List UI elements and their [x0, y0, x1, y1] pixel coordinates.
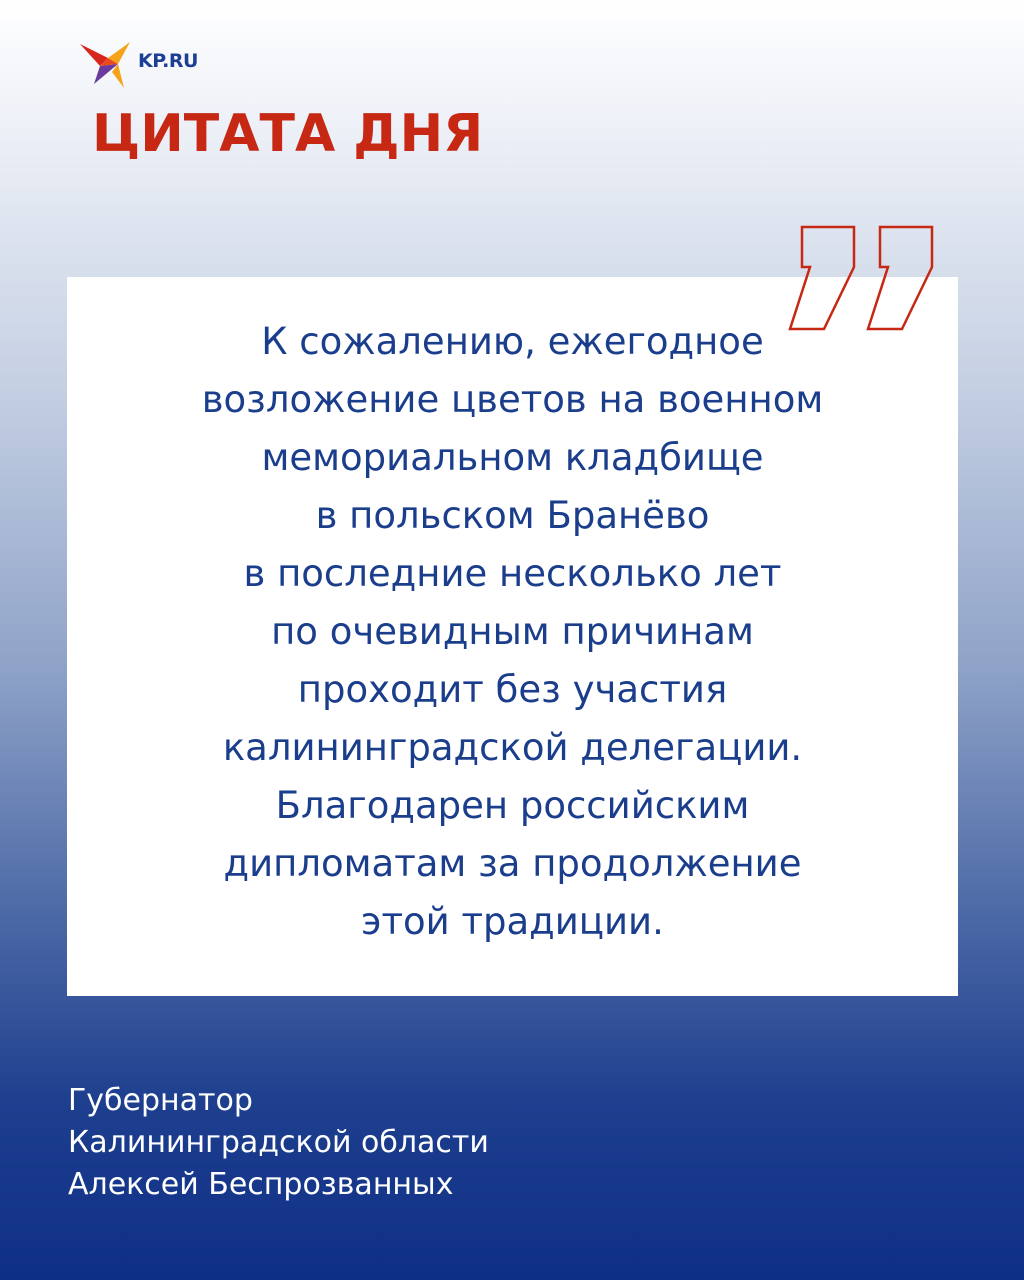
kp-logo[interactable]	[78, 38, 228, 90]
logo-text: KP.RU	[138, 50, 198, 72]
quote-attribution: Губернатор Калининградской области Алексей Беспрозванных	[68, 1083, 489, 1202]
page-title: ЦИТАТА ДНЯ	[92, 104, 484, 164]
quote-text: К сожалению, ежегодное возложение цветов на военном мемориальном кладбище в польском Бранёво в последние несколько лет по очевидным причинам проходит без участия калининградской делегации. Благодарен российским дипломатам за продолжение этой традиции.	[201, 320, 824, 943]
quote-card	[67, 277, 958, 996]
bird-icon	[78, 38, 134, 90]
quote-mark-icon	[780, 225, 940, 337]
